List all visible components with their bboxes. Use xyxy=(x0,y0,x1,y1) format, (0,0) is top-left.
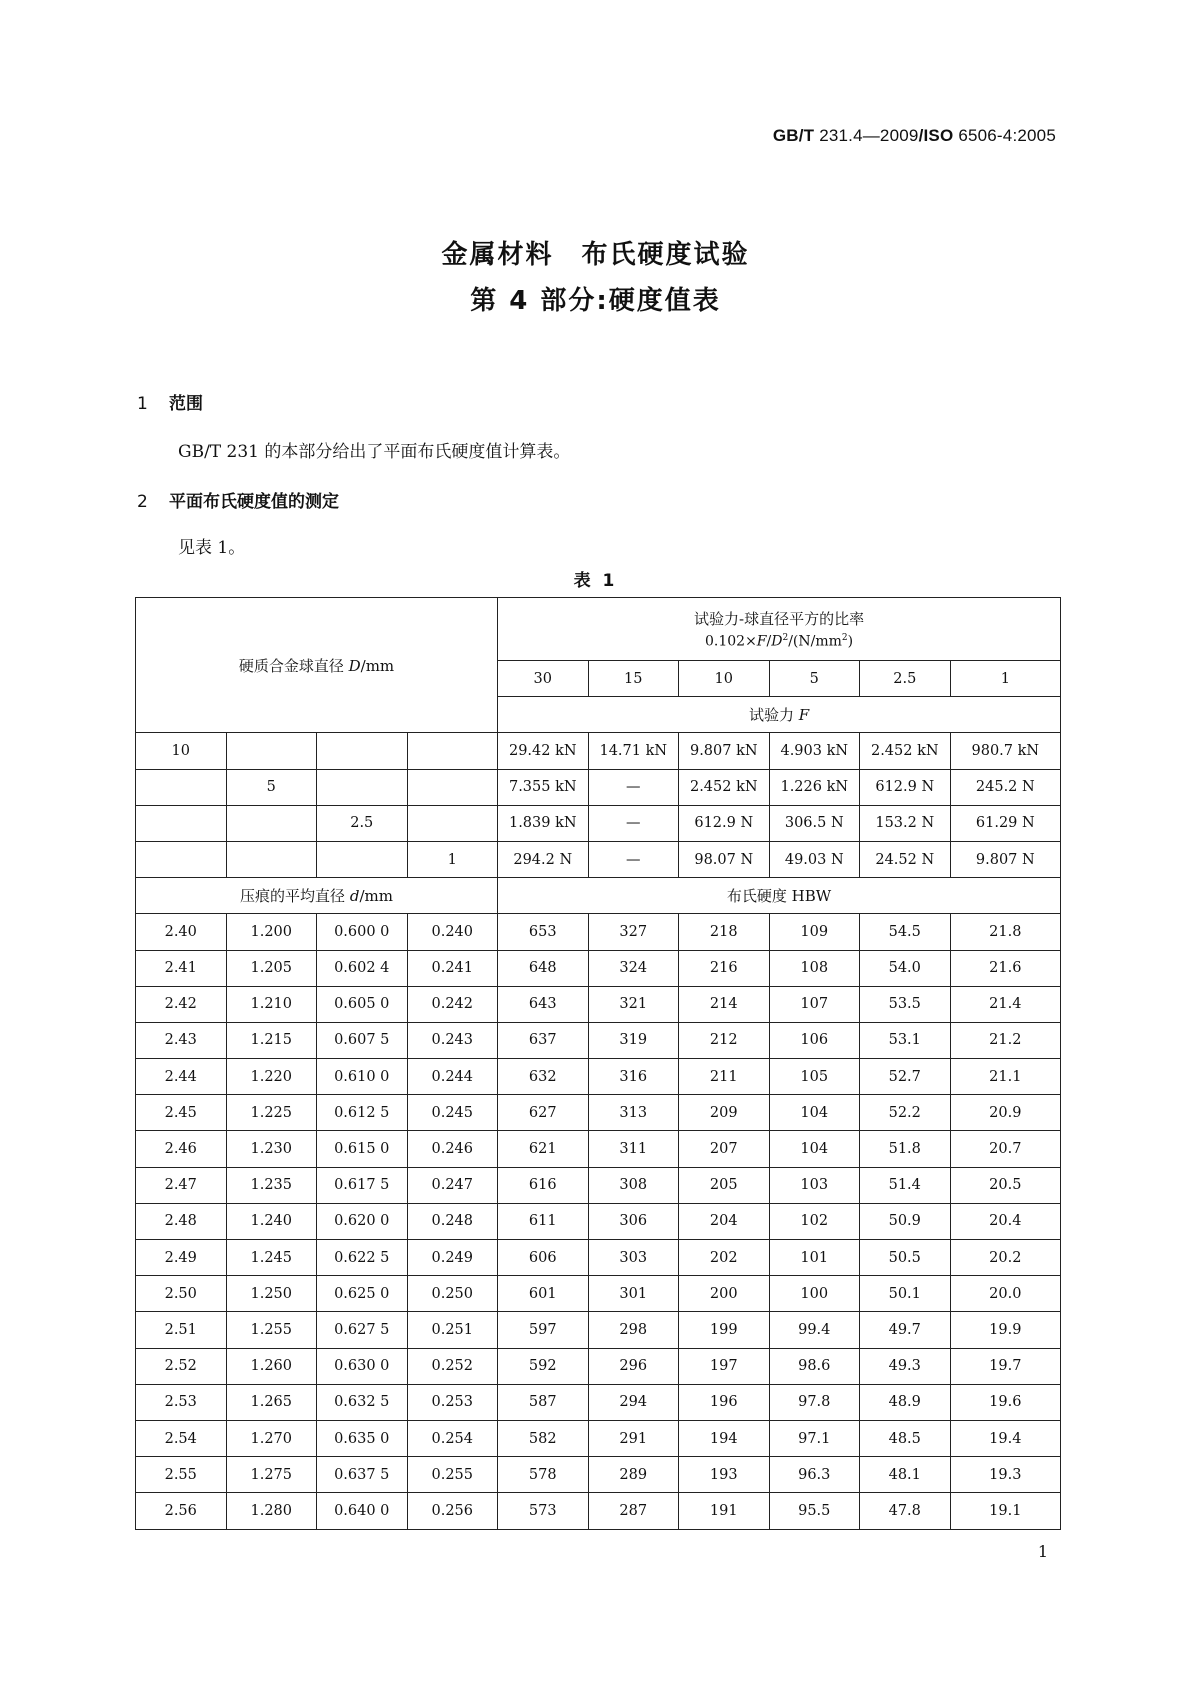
ratio-formula-prefix: 0.102× xyxy=(704,633,757,650)
indent-diameter-cell: 2.53 xyxy=(136,1384,227,1420)
test-force-cell: 49.03 N xyxy=(769,841,860,877)
indent-diameter-cell: 2.42 xyxy=(136,986,227,1022)
hardness-value-cell: 200 xyxy=(679,1276,770,1312)
hardness-value-cell: 52.7 xyxy=(860,1059,951,1095)
ball-symbol: D xyxy=(348,656,361,675)
hardness-value-cell: 592 xyxy=(498,1348,589,1384)
hardness-value-cell: 324 xyxy=(588,950,679,986)
indent-unit: /mm xyxy=(359,887,393,906)
ratio-formula-sup: 2 xyxy=(782,633,789,644)
ball-diameter-cell: 10 xyxy=(136,733,227,769)
page-number: 1 xyxy=(1037,1542,1048,1561)
indent-diameter-cell: 0.635 0 xyxy=(317,1420,408,1456)
test-force-cell: 9.807 kN xyxy=(679,733,770,769)
test-force-cell: 980.7 kN xyxy=(950,733,1061,769)
hardness-value-cell: 48.5 xyxy=(860,1420,951,1456)
hardness-value-cell: 218 xyxy=(679,914,770,950)
test-force-cell: — xyxy=(588,805,679,841)
document-title: 金属材料 布氏硬度试验 xyxy=(441,240,750,270)
indent-diameter-cell: 0.256 xyxy=(407,1493,498,1529)
indent-diameter-cell: 0.607 5 xyxy=(317,1022,408,1058)
hardness-value-cell: 611 xyxy=(498,1203,589,1239)
hardness-value-cell: 52.2 xyxy=(860,1095,951,1131)
indent-diameter-cell: 2.46 xyxy=(136,1131,227,1167)
hardness-value-cell: 19.1 xyxy=(950,1493,1061,1529)
hardness-value-cell: 107 xyxy=(769,986,860,1022)
standard-code-header xyxy=(773,126,1056,146)
indent-diameter-cell: 2.50 xyxy=(136,1276,227,1312)
ratio-cell: 5 xyxy=(769,661,860,697)
table-caption: 表 1 xyxy=(573,571,618,591)
ball-diameter-cell xyxy=(136,841,227,877)
hardness-value-cell: 212 xyxy=(679,1022,770,1058)
ratio-formula-close: ) xyxy=(847,633,854,650)
hardness-value-cell: 51.4 xyxy=(860,1167,951,1203)
section-2-title: 平面布氏硬度值的测定 xyxy=(169,492,339,512)
test-force-cell: 61.29 N xyxy=(950,805,1061,841)
hardness-value-cell: 319 xyxy=(588,1022,679,1058)
indent-diameter-cell: 0.247 xyxy=(407,1167,498,1203)
indent-diameter-header xyxy=(136,878,498,914)
indent-diameter-cell: 1.275 xyxy=(226,1457,317,1493)
test-force-cell: 2.452 kN xyxy=(860,733,951,769)
hardness-value-cell: 103 xyxy=(769,1167,860,1203)
hardness-value-cell: 197 xyxy=(679,1348,770,1384)
table-row xyxy=(136,1348,1061,1384)
ball-diameter-header xyxy=(136,598,498,733)
table-row xyxy=(136,1312,1061,1348)
section-1-number: 1 xyxy=(137,394,148,414)
hardness-value-cell: 47.8 xyxy=(860,1493,951,1529)
indent-symbol: d xyxy=(349,887,360,906)
hardness-value-cell: 193 xyxy=(679,1457,770,1493)
ball-diameter-cell: 5 xyxy=(226,769,317,805)
hardness-value-cell: 20.0 xyxy=(950,1276,1061,1312)
section-2-heading xyxy=(137,487,339,512)
table-row xyxy=(136,950,1061,986)
ratio-formula-unit: /(N/mm xyxy=(788,633,842,650)
indent-diameter-cell: 0.640 0 xyxy=(317,1493,408,1529)
indent-diameter-cell: 1.205 xyxy=(226,950,317,986)
test-force-cell: — xyxy=(588,769,679,805)
table-row xyxy=(136,1457,1061,1493)
indent-diameter-cell: 0.610 0 xyxy=(317,1059,408,1095)
hardness-value-cell: 637 xyxy=(498,1022,589,1058)
indent-diameter-cell: 1.280 xyxy=(226,1493,317,1529)
hardness-value-cell: 616 xyxy=(498,1167,589,1203)
hardness-value-cell: 21.1 xyxy=(950,1059,1061,1095)
indent-diameter-cell: 1.260 xyxy=(226,1348,317,1384)
indent-diameter-cell: 1.235 xyxy=(226,1167,317,1203)
hardness-value-cell: 19.7 xyxy=(950,1348,1061,1384)
hardness-value-cell: 196 xyxy=(679,1384,770,1420)
indent-diameter-cell: 2.56 xyxy=(136,1493,227,1529)
hardness-value-cell: 601 xyxy=(498,1276,589,1312)
table-row xyxy=(136,1131,1061,1167)
iso-number: 6506-4:2005 xyxy=(958,126,1056,145)
hardness-value-cell: 20.4 xyxy=(950,1203,1061,1239)
indent-diameter-cell: 0.602 4 xyxy=(317,950,408,986)
table-row xyxy=(136,1022,1061,1058)
ratio-formula xyxy=(498,633,1060,650)
hardness-value-cell: 294 xyxy=(588,1384,679,1420)
hardness-value-cell: 20.7 xyxy=(950,1131,1061,1167)
test-force-cell: — xyxy=(588,841,679,877)
indent-diameter-cell: 0.242 xyxy=(407,986,498,1022)
hardness-value-cell: 97.1 xyxy=(769,1420,860,1456)
hardness-value-cell: 306 xyxy=(588,1203,679,1239)
force-row xyxy=(136,769,1061,805)
indent-diameter-cell: 2.43 xyxy=(136,1022,227,1058)
table-row xyxy=(136,1384,1061,1420)
indent-diameter-cell: 2.45 xyxy=(136,1095,227,1131)
ball-diameter-cell: 2.5 xyxy=(317,805,408,841)
indent-diameter-cell: 0.244 xyxy=(407,1059,498,1095)
force-symbol: F xyxy=(798,706,810,725)
hardness-value-cell: 21.6 xyxy=(950,950,1061,986)
indent-diameter-cell: 0.600 0 xyxy=(317,914,408,950)
test-force-header xyxy=(498,697,1061,733)
test-force-cell: 245.2 N xyxy=(950,769,1061,805)
hardness-value-cell: 108 xyxy=(769,950,860,986)
ratio-cell: 15 xyxy=(588,661,679,697)
table-row xyxy=(136,986,1061,1022)
table-row xyxy=(136,914,1061,950)
hardness-value-cell: 621 xyxy=(498,1131,589,1167)
force-rows xyxy=(136,733,1061,878)
indent-diameter-cell: 0.246 xyxy=(407,1131,498,1167)
hardness-value-cell: 19.9 xyxy=(950,1312,1061,1348)
ball-header-text: 硬质合金球直径 xyxy=(238,656,349,675)
ratio-formula-unit-sup: 2 xyxy=(841,633,848,644)
indent-diameter-cell: 2.48 xyxy=(136,1203,227,1239)
hardness-value-cell: 653 xyxy=(498,914,589,950)
indent-diameter-cell: 0.243 xyxy=(407,1022,498,1058)
indent-diameter-cell: 1.215 xyxy=(226,1022,317,1058)
hardness-value-cell: 643 xyxy=(498,986,589,1022)
test-force-cell: 7.355 kN xyxy=(498,769,589,805)
hardness-value-cell: 296 xyxy=(588,1348,679,1384)
force-row xyxy=(136,805,1061,841)
indent-diameter-cell: 0.248 xyxy=(407,1203,498,1239)
hardness-value-cell: 20.5 xyxy=(950,1167,1061,1203)
ratio-header-text: 试验力-球直径平方的比率 xyxy=(694,610,865,629)
hardness-value-cell: 19.4 xyxy=(950,1420,1061,1456)
hardness-value-cell: 587 xyxy=(498,1384,589,1420)
ratio-formula-d: D xyxy=(771,633,783,650)
section-1-title: 范围 xyxy=(169,394,203,414)
test-force-cell: 4.903 kN xyxy=(769,733,860,769)
indent-diameter-cell: 0.249 xyxy=(407,1240,498,1276)
indent-diameter-cell: 0.625 0 xyxy=(317,1276,408,1312)
hardness-value-cell: 49.3 xyxy=(860,1348,951,1384)
indent-diameter-cell: 1.270 xyxy=(226,1420,317,1456)
hardness-value-cell: 308 xyxy=(588,1167,679,1203)
std-code: GB/T xyxy=(772,126,815,145)
indent-diameter-cell: 1.220 xyxy=(226,1059,317,1095)
hardness-value-cell: 316 xyxy=(588,1059,679,1095)
force-row xyxy=(136,841,1061,877)
hardness-value-cell: 289 xyxy=(588,1457,679,1493)
indent-diameter-cell: 0.620 0 xyxy=(317,1203,408,1239)
indent-diameter-cell: 1.230 xyxy=(226,1131,317,1167)
hardness-value-cell: 50.1 xyxy=(860,1276,951,1312)
test-force-cell: 612.9 N xyxy=(679,805,770,841)
table-row xyxy=(136,1493,1061,1529)
hardness-rows xyxy=(136,914,1061,1529)
hardness-value-cell: 104 xyxy=(769,1131,860,1167)
std-number: 231.4—2009 xyxy=(819,126,919,145)
indent-diameter-cell: 1.200 xyxy=(226,914,317,950)
test-force-cell: 294.2 N xyxy=(498,841,589,877)
indent-diameter-cell: 1.250 xyxy=(226,1276,317,1312)
hardness-value-cell: 597 xyxy=(498,1312,589,1348)
hardness-value-cell: 53.1 xyxy=(860,1022,951,1058)
indent-diameter-cell: 1.265 xyxy=(226,1384,317,1420)
hardness-value-cell: 321 xyxy=(588,986,679,1022)
hardness-value-cell: 648 xyxy=(498,950,589,986)
indent-diameter-cell: 2.40 xyxy=(136,914,227,950)
hardness-value-cell: 109 xyxy=(769,914,860,950)
hardness-value-cell: 96.3 xyxy=(769,1457,860,1493)
indent-diameter-cell: 1.225 xyxy=(226,1095,317,1131)
iso-prefix: /ISO xyxy=(918,126,954,145)
hardness-header: 布氏硬度 HBW xyxy=(498,878,1061,914)
hardness-value-cell: 287 xyxy=(588,1493,679,1529)
hardness-value-cell: 207 xyxy=(679,1131,770,1167)
section-1-text: GB/T 231 的本部分给出了平面布氏硬度值计算表。 xyxy=(178,442,571,462)
hardness-value-cell: 301 xyxy=(588,1276,679,1312)
hardness-table xyxy=(135,597,1061,1530)
hardness-value-cell: 194 xyxy=(679,1420,770,1456)
indent-diameter-cell: 0.627 5 xyxy=(317,1312,408,1348)
hardness-value-cell: 214 xyxy=(679,986,770,1022)
hardness-value-cell: 21.2 xyxy=(950,1022,1061,1058)
table-row xyxy=(136,1276,1061,1312)
table-row xyxy=(136,1420,1061,1456)
ratio-cell: 1 xyxy=(950,661,1061,697)
ratio-cell: 10 xyxy=(679,661,770,697)
indent-diameter-cell: 2.49 xyxy=(136,1240,227,1276)
hardness-value-cell: 98.6 xyxy=(769,1348,860,1384)
hardness-value-cell: 291 xyxy=(588,1420,679,1456)
indent-diameter-cell: 0.251 xyxy=(407,1312,498,1348)
hardness-value-cell: 105 xyxy=(769,1059,860,1095)
indent-diameter-cell: 0.615 0 xyxy=(317,1131,408,1167)
section-1-heading xyxy=(137,389,203,414)
indent-diameter-cell: 0.241 xyxy=(407,950,498,986)
indent-diameter-cell: 0.637 5 xyxy=(317,1457,408,1493)
test-force-cell: 14.71 kN xyxy=(588,733,679,769)
indent-diameter-cell: 0.252 xyxy=(407,1348,498,1384)
indent-diameter-cell: 2.44 xyxy=(136,1059,227,1095)
indent-diameter-cell: 2.54 xyxy=(136,1420,227,1456)
ball-diameter-cell xyxy=(226,805,317,841)
hardness-value-cell: 311 xyxy=(588,1131,679,1167)
hardness-value-cell: 21.4 xyxy=(950,986,1061,1022)
ball-unit: /mm xyxy=(360,656,395,675)
indent-diameter-cell: 0.612 5 xyxy=(317,1095,408,1131)
table-row xyxy=(136,1203,1061,1239)
test-force-cell: 9.807 N xyxy=(950,841,1061,877)
hardness-value-cell: 20.9 xyxy=(950,1095,1061,1131)
indent-diameter-cell: 0.632 5 xyxy=(317,1384,408,1420)
ball-diameter-cell xyxy=(317,769,408,805)
ball-diameter-cell xyxy=(407,733,498,769)
test-force-cell: 306.5 N xyxy=(769,805,860,841)
ball-diameter-cell xyxy=(136,769,227,805)
document-subtitle: 第 4 部分:硬度值表 xyxy=(470,286,721,316)
ratio-formula-slash: / xyxy=(766,633,772,650)
indent-diameter-cell: 0.250 xyxy=(407,1276,498,1312)
hardness-value-cell: 209 xyxy=(679,1095,770,1131)
ratio-cell: 30 xyxy=(498,661,589,697)
hardness-value-cell: 191 xyxy=(679,1493,770,1529)
table-row xyxy=(136,1095,1061,1131)
test-force-cell: 29.42 kN xyxy=(498,733,589,769)
hardness-value-cell: 53.5 xyxy=(860,986,951,1022)
indent-diameter-cell: 0.240 xyxy=(407,914,498,950)
ball-diameter-cell xyxy=(407,805,498,841)
hardness-value-cell: 632 xyxy=(498,1059,589,1095)
indent-diameter-cell: 1.255 xyxy=(226,1312,317,1348)
indent-diameter-cell: 0.605 0 xyxy=(317,986,408,1022)
test-force-cell: 2.452 kN xyxy=(679,769,770,805)
hardness-value-cell: 21.8 xyxy=(950,914,1061,950)
table-row xyxy=(136,1167,1061,1203)
ball-diameter-cell: 1 xyxy=(407,841,498,877)
ball-diameter-cell xyxy=(136,805,227,841)
hardness-value-cell: 211 xyxy=(679,1059,770,1095)
section-2-number: 2 xyxy=(137,492,148,512)
indent-diameter-cell: 0.253 xyxy=(407,1384,498,1420)
hardness-value-cell: 199 xyxy=(679,1312,770,1348)
ratio-header xyxy=(498,598,1061,661)
hardness-value-cell: 49.7 xyxy=(860,1312,951,1348)
hardness-value-cell: 216 xyxy=(679,950,770,986)
hardness-value-cell: 104 xyxy=(769,1095,860,1131)
test-force-cell: 98.07 N xyxy=(679,841,770,877)
hardness-value-cell: 327 xyxy=(588,914,679,950)
ball-diameter-cell xyxy=(317,841,408,877)
hardness-value-cell: 101 xyxy=(769,1240,860,1276)
hardness-value-cell: 19.3 xyxy=(950,1457,1061,1493)
indent-diameter-cell: 0.622 5 xyxy=(317,1240,408,1276)
section-2-text: 见表 1。 xyxy=(178,538,246,558)
hardness-value-cell: 19.6 xyxy=(950,1384,1061,1420)
ball-diameter-cell xyxy=(226,733,317,769)
hardness-value-cell: 202 xyxy=(679,1240,770,1276)
test-force-cell: 612.9 N xyxy=(860,769,951,805)
hardness-value-cell: 20.2 xyxy=(950,1240,1061,1276)
table-row xyxy=(136,1059,1061,1095)
hardness-value-cell: 100 xyxy=(769,1276,860,1312)
ball-diameter-cell xyxy=(226,841,317,877)
indent-diameter-cell: 0.617 5 xyxy=(317,1167,408,1203)
indent-header-text: 压痕的平均直径 xyxy=(240,887,350,906)
indent-diameter-cell: 0.254 xyxy=(407,1420,498,1456)
hardness-value-cell: 298 xyxy=(588,1312,679,1348)
hardness-value-cell: 51.8 xyxy=(860,1131,951,1167)
hardness-value-cell: 204 xyxy=(679,1203,770,1239)
hardness-value-cell: 48.9 xyxy=(860,1384,951,1420)
hardness-value-cell: 50.5 xyxy=(860,1240,951,1276)
indent-diameter-cell: 0.255 xyxy=(407,1457,498,1493)
hardness-value-cell: 48.1 xyxy=(860,1457,951,1493)
ball-diameter-cell xyxy=(317,733,408,769)
ratio-formula-f: F xyxy=(756,633,767,650)
hardness-value-cell: 99.4 xyxy=(769,1312,860,1348)
indent-diameter-cell: 2.41 xyxy=(136,950,227,986)
ball-diameter-cell xyxy=(407,769,498,805)
indent-diameter-cell: 0.630 0 xyxy=(317,1348,408,1384)
hardness-value-cell: 205 xyxy=(679,1167,770,1203)
test-force-cell: 24.52 N xyxy=(860,841,951,877)
test-force-cell: 153.2 N xyxy=(860,805,951,841)
force-row xyxy=(136,733,1061,769)
hardness-value-cell: 95.5 xyxy=(769,1493,860,1529)
hardness-value-cell: 303 xyxy=(588,1240,679,1276)
hardness-value-cell: 106 xyxy=(769,1022,860,1058)
hardness-value-cell: 102 xyxy=(769,1203,860,1239)
indent-diameter-cell: 2.55 xyxy=(136,1457,227,1493)
hardness-value-cell: 582 xyxy=(498,1420,589,1456)
hardness-value-cell: 97.8 xyxy=(769,1384,860,1420)
indent-diameter-cell: 2.52 xyxy=(136,1348,227,1384)
indent-diameter-cell: 1.210 xyxy=(226,986,317,1022)
force-header-text: 试验力 xyxy=(748,706,799,725)
hardness-value-cell: 578 xyxy=(498,1457,589,1493)
hardness-value-cell: 313 xyxy=(588,1095,679,1131)
indent-diameter-cell: 2.51 xyxy=(136,1312,227,1348)
test-force-cell: 1.226 kN xyxy=(769,769,860,805)
indent-diameter-cell: 1.245 xyxy=(226,1240,317,1276)
ratio-cell: 2.5 xyxy=(860,661,951,697)
indent-diameter-cell: 1.240 xyxy=(226,1203,317,1239)
hardness-value-cell: 573 xyxy=(498,1493,589,1529)
hardness-value-cell: 627 xyxy=(498,1095,589,1131)
hardness-value-cell: 606 xyxy=(498,1240,589,1276)
indent-diameter-cell: 0.245 xyxy=(407,1095,498,1131)
hardness-value-cell: 50.9 xyxy=(860,1203,951,1239)
test-force-cell: 1.839 kN xyxy=(498,805,589,841)
hardness-value-cell: 54.5 xyxy=(860,914,951,950)
hardness-value-cell: 54.0 xyxy=(860,950,951,986)
table-row xyxy=(136,1240,1061,1276)
indent-diameter-cell: 2.47 xyxy=(136,1167,227,1203)
